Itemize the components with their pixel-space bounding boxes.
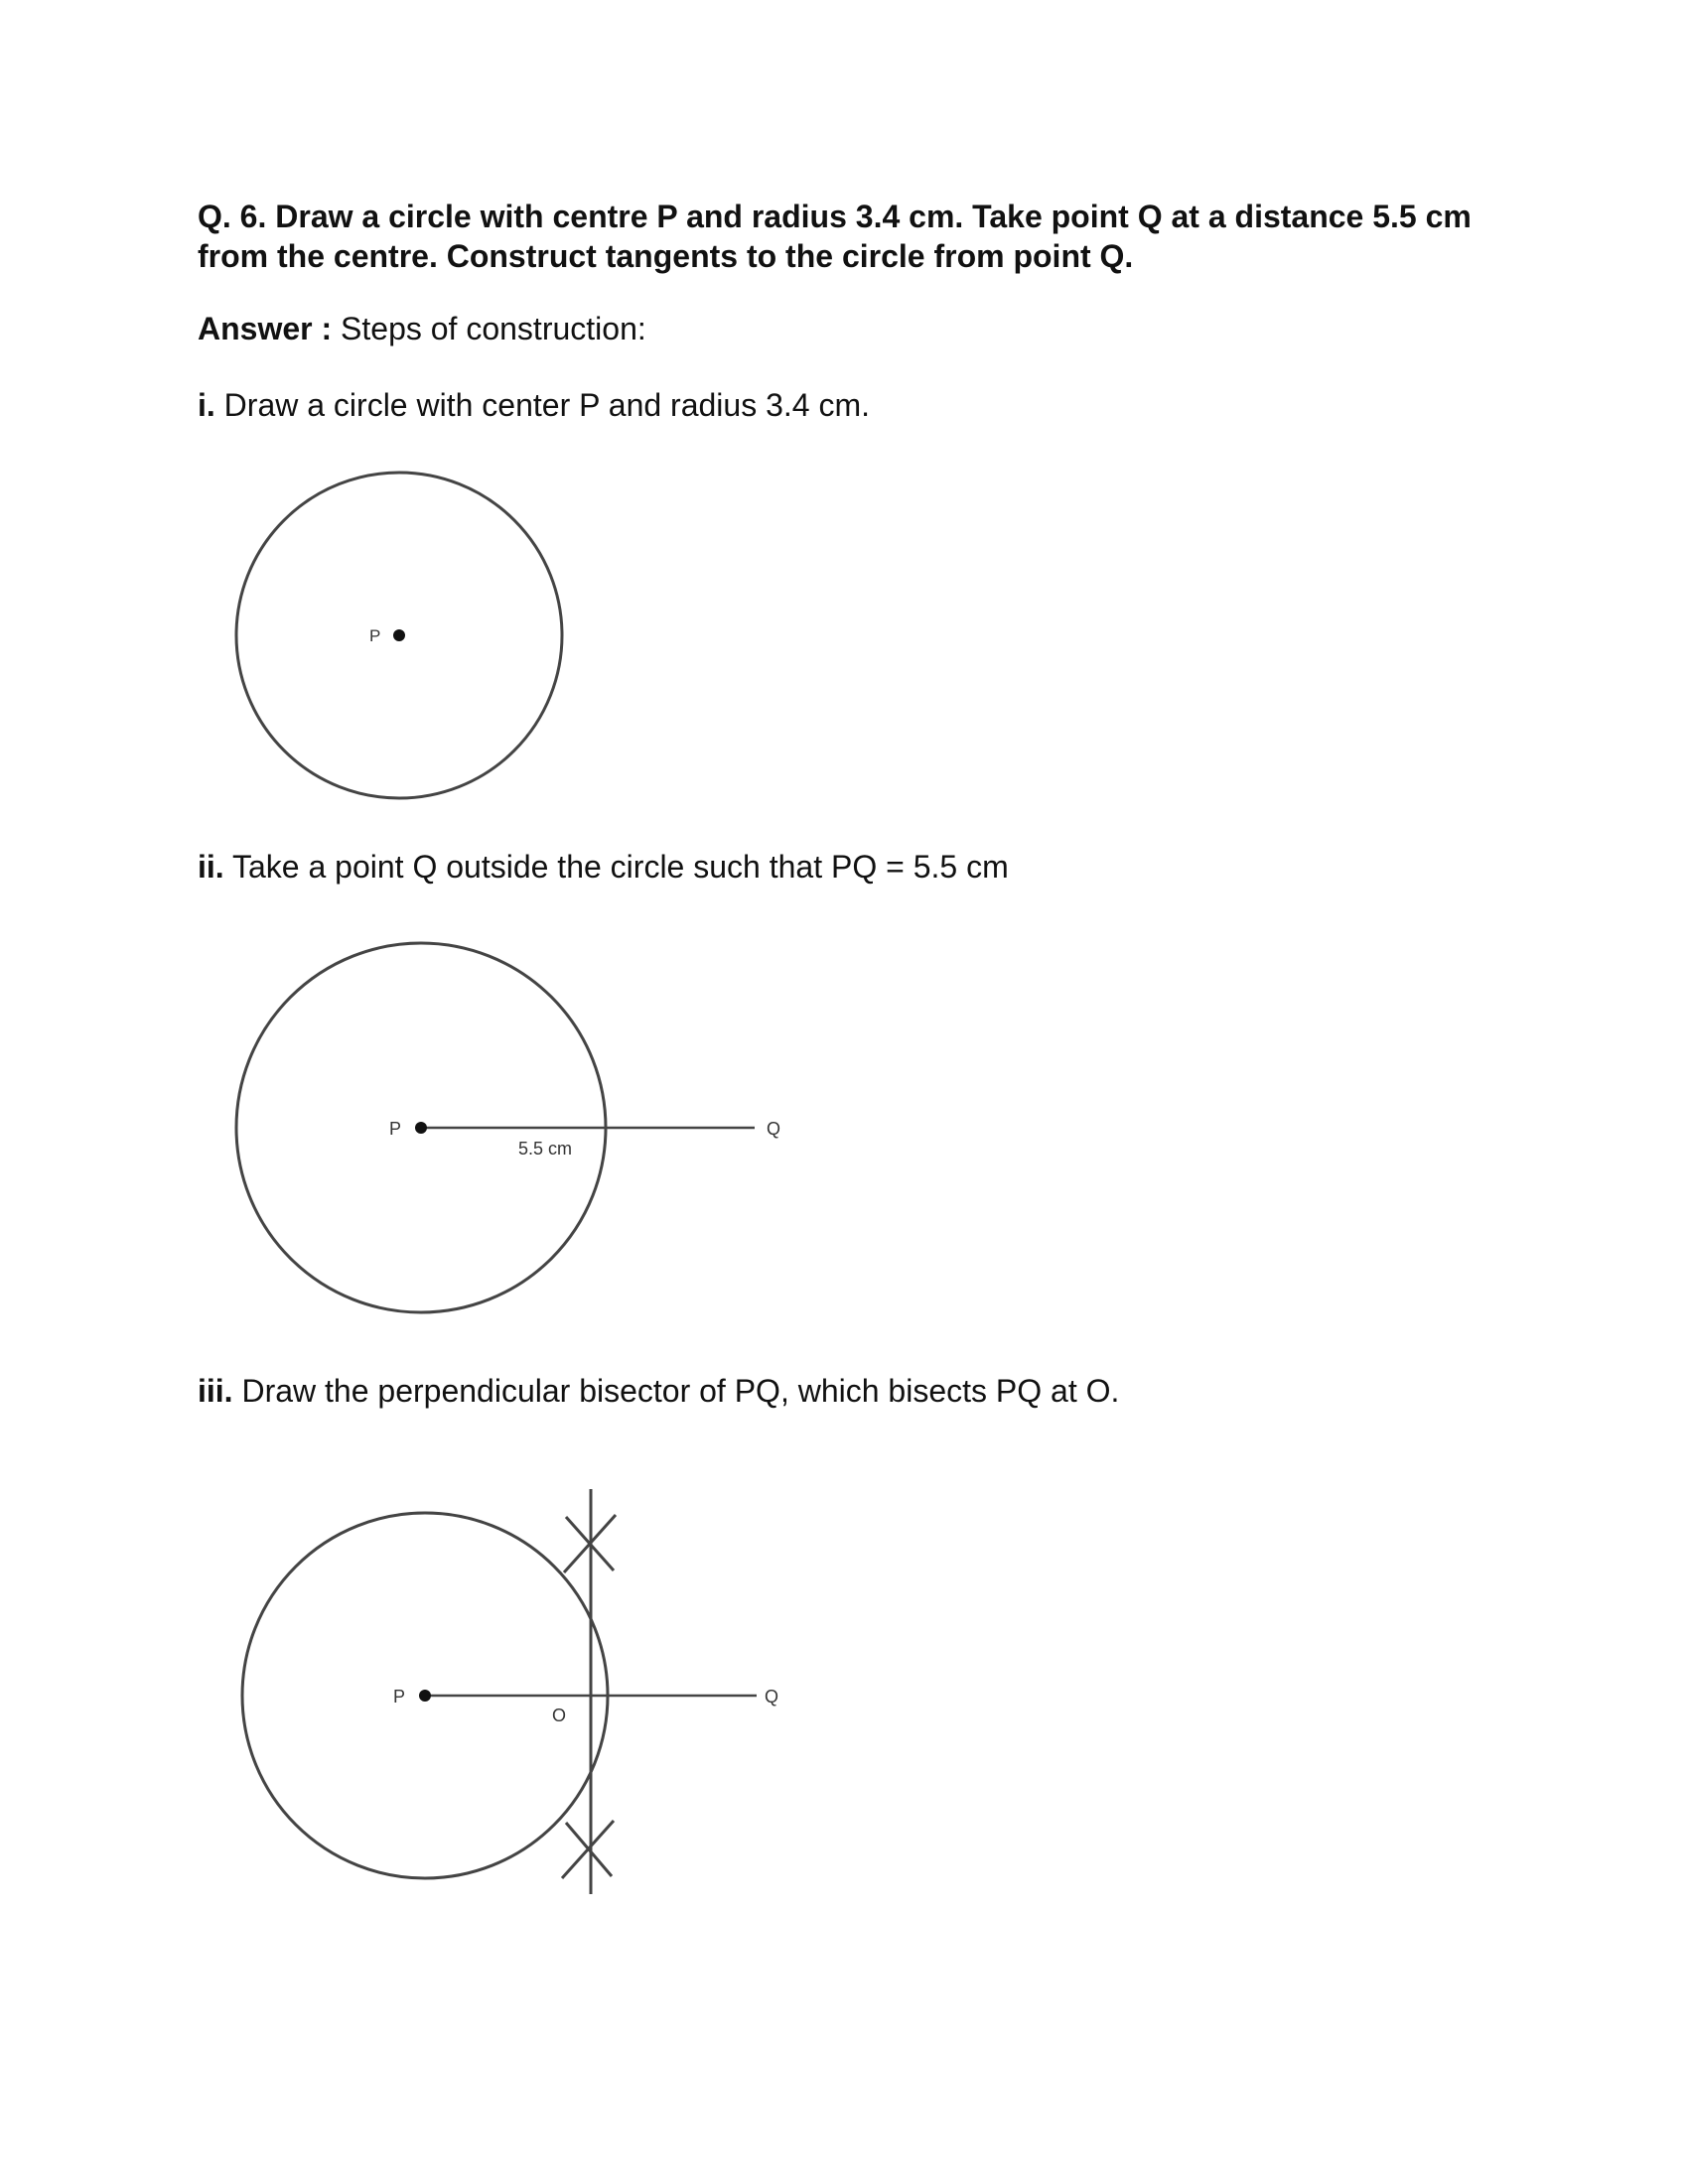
answer-text: Steps of construction:: [341, 311, 646, 346]
center-point-p: [393, 629, 405, 641]
step-1-text: Draw a circle with center P and radius 3.4 cm.: [223, 387, 871, 423]
step-3-text: Draw the perpendicular bisector of PQ, which bisects PQ at O.: [241, 1373, 1120, 1409]
step-2-label: ii.: [198, 849, 224, 885]
label-p: P: [369, 626, 381, 645]
figure-step-1: [0, 457, 695, 824]
step-2-text: Take a point Q outside the circle such that PQ = 5.5 cm: [231, 849, 1009, 885]
step-1: [198, 385, 870, 425]
arc-mark-bottom: [562, 1821, 614, 1878]
step-1-label: i.: [198, 387, 215, 423]
center-point-p: [415, 1122, 427, 1134]
step-2: [198, 847, 1009, 887]
label-q: Q: [765, 1687, 779, 1706]
label-p: P: [389, 1119, 402, 1139]
step-3: [198, 1371, 1119, 1411]
answer-label: Answer :: [198, 311, 333, 346]
label-q: Q: [767, 1119, 781, 1139]
label-p: P: [393, 1687, 406, 1706]
question-text: Q. 6. Draw a circle with centre P and radius 3.4 cm. Take point Q at a distance 5.5 cm from the centre. Construct tangents to the circle from point Q.: [198, 199, 1472, 274]
step-3-label: iii.: [198, 1373, 233, 1409]
distance-label: 5.5 cm: [518, 1139, 573, 1159]
figure-step-3: [0, 1479, 894, 1906]
figure-step-2: [0, 923, 894, 1320]
answer-line: [198, 309, 646, 348]
label-o: O: [552, 1706, 567, 1725]
center-point-p: [419, 1690, 431, 1702]
